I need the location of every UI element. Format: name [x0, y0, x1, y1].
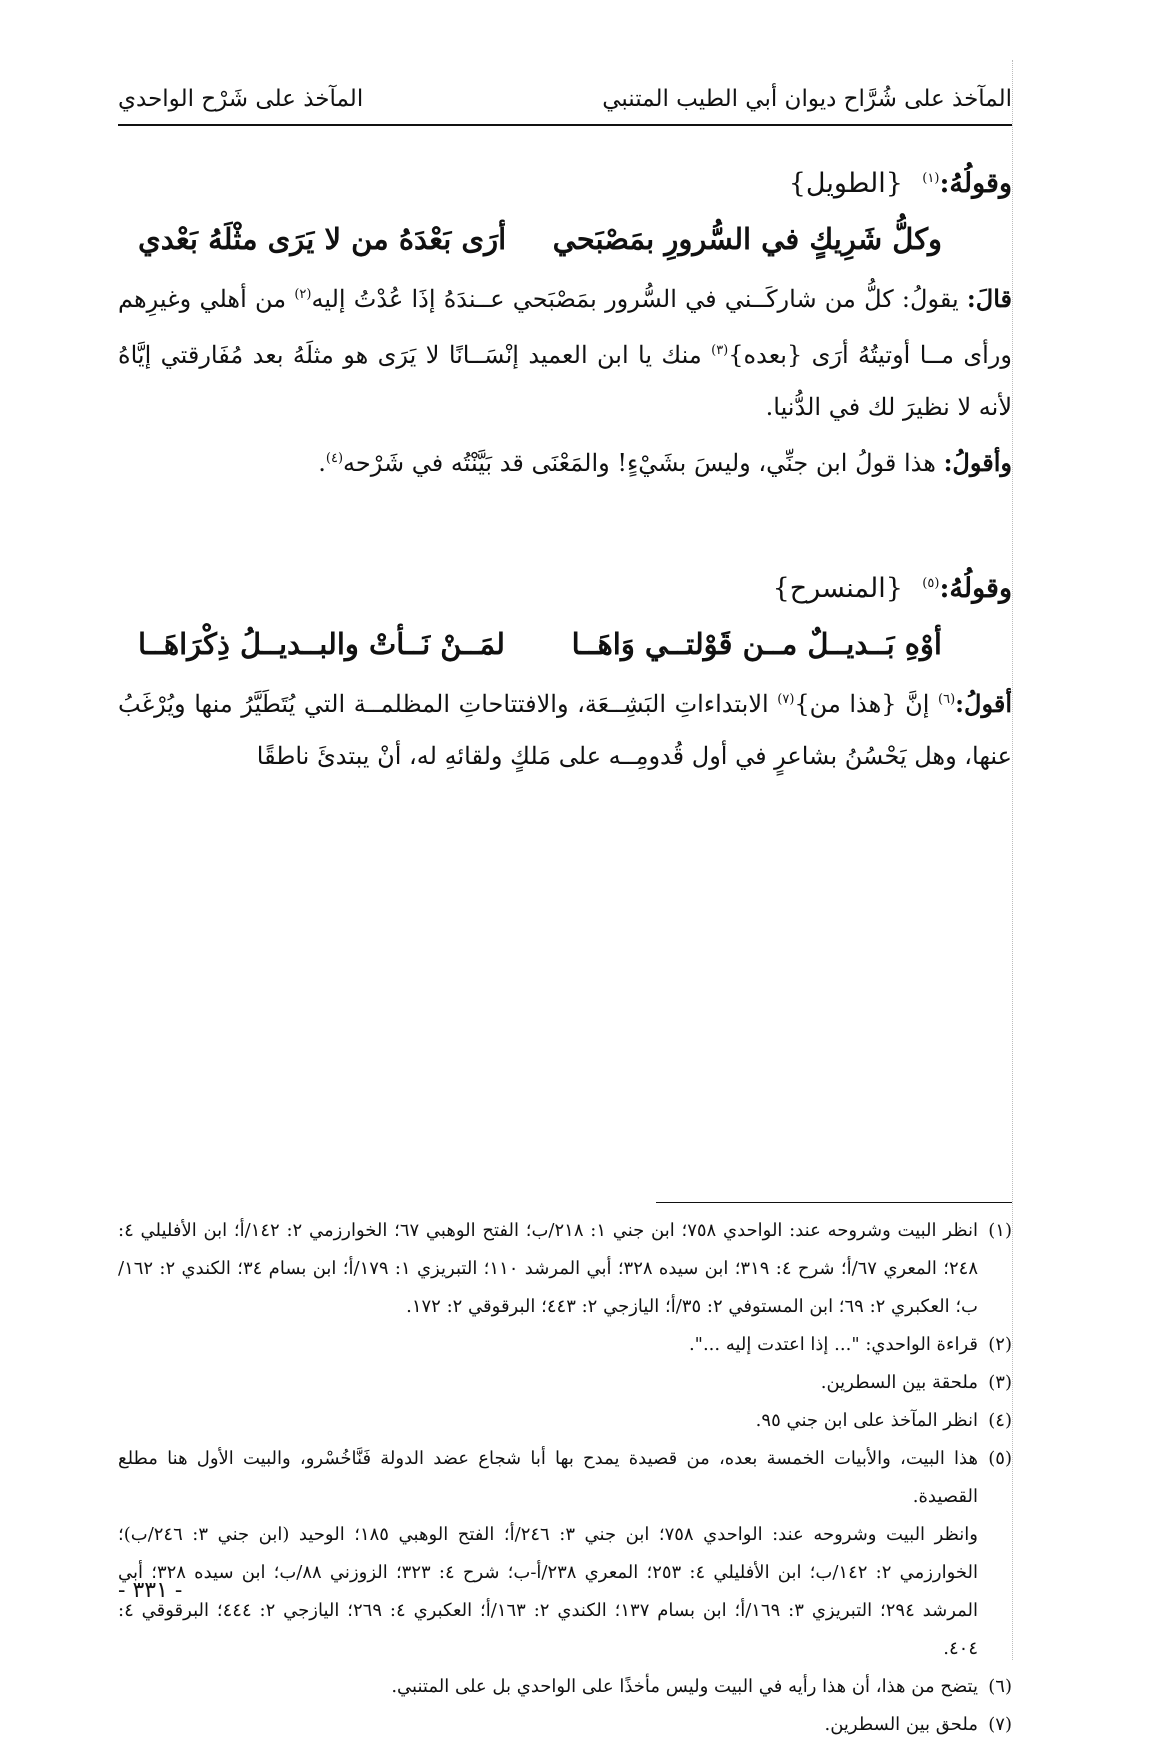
para-text: الابتداءاتِ البَشِــعَة، والافتتاحاتِ المظلمــة التي يُتَطَيَّرُ منها ويُرْغَبُ عنها، وهل يَحْسُنُ بشاعرٍ في أول قُدومِــه على مَلكٍ ولقائهِ له، أنْ يبتدئَ ناطقًا	[118, 690, 1012, 770]
para-lead: أقولُ:	[955, 689, 1012, 718]
para-lead: وأقولُ:	[943, 448, 1012, 477]
commentary-aqul-2	[118, 674, 1012, 782]
commentary-aqul	[118, 433, 1012, 489]
verse-2	[118, 620, 1012, 668]
footnote	[118, 1364, 1012, 1402]
footnote-number: (٢)	[988, 1334, 1012, 1355]
footnote-text: ملحقة بين السطرين.	[820, 1372, 978, 1393]
footnote-ref: (٦)	[938, 692, 956, 707]
footnote-number: (٧)	[988, 1714, 1012, 1735]
header-book-title: المآخذ على شُرَّاح ديوان أبي الطيب المتنبي	[602, 86, 1012, 112]
footnote-separator	[656, 1202, 1012, 1203]
footnote-number	[978, 1516, 1012, 1668]
footnote-ref: (١)	[922, 171, 940, 186]
verse-2-first-hemistich: أوْهِ بَــديــلٌ مــن قَوْلتــي وَاهَــا	[571, 627, 942, 661]
verse-1	[118, 215, 1012, 263]
running-header	[118, 86, 1012, 112]
footnote-text: انظر البيت وشروحه عند: الواحدي ٧٥٨؛ ابن جني ١: ٢١٨/ب؛ الفتح الوهبي ٦٧؛ الخوارزمي ٢: ١٤٢/أ؛ ابن الأفليلي ٤: ٢٤٨؛ المعري ٦٧/أ؛ شرح ٤: ٣١٩؛ ابن سيده ٣٢٨؛ أبي المرشد ١١٠؛ التبريزي ١: ١٧٩/أ؛ ابن بسام ٣٤؛ الكندي ٢: ١٦٢/ب؛ العكبري ٢: ٦٩؛ ابن المستوفي ٢: ٣٥/أ؛ اليازجي ٢: ٤٤٣؛ البرقوقي ٢: ١٧٢.	[118, 1220, 979, 1317]
footnote-text: هذا البيت، والأبيات الخمسة بعده، من قصيدة يمدح بها أبا شجاع عضد الدولة فَنَّاخُسْرو، والبيت الأول هنا مطلع القصيدة.	[118, 1448, 978, 1507]
header-rule	[118, 124, 1012, 126]
footnote	[118, 1440, 1012, 1516]
footnote-number: (٣)	[988, 1372, 1012, 1393]
verse-1-second-hemistich: أرَى بَعْدَهُ من لا يَرَى مثْلَهُ بَعْدي	[138, 222, 507, 256]
footnote-number: (٤)	[988, 1410, 1012, 1431]
para-lead: قالَ:	[966, 284, 1012, 313]
footnote-text: يتضح من هذا، أن هذا رأيه في البيت وليس مأخذًا على الواحدي بل على المتنبي.	[391, 1676, 978, 1697]
footnote-ref: (٢)	[294, 287, 312, 302]
footnote-number: (٥)	[988, 1448, 1012, 1469]
footnote	[118, 1668, 1012, 1706]
commentary-qala	[118, 269, 1012, 433]
para-text: من أهلي وغيرِهم ورأى مــا أوتيتُهُ أرَى {بعده}	[118, 285, 1012, 369]
footnote-ref: (٧)	[777, 692, 795, 707]
poetic-meter: {المنسرح}	[772, 573, 903, 604]
heading-lead: وقولُهُ:	[939, 168, 1012, 199]
section-2-heading	[118, 563, 1012, 610]
footnotes	[118, 1212, 1012, 1744]
para-text: يقولُ: كلُّ من شاركَــني في السُّرور بمَصْبَحي عــندَهُ إذَا عُدْتُ إليه	[311, 285, 967, 313]
footnote-text: انظر المآخذ على ابن جني ٩٥.	[755, 1410, 978, 1431]
para-text: إنَّ {هذا من}	[794, 690, 939, 718]
footnote-text: ملحق بين السطرين.	[824, 1714, 978, 1735]
footnote-ref: (٤)	[325, 451, 344, 466]
footnote-text: قراءة الواحدي: "... إذا اعتدت إليه ...".	[688, 1334, 978, 1355]
para-text: .	[318, 449, 326, 477]
verse-1-first-hemistich: وكلُّ شَرِيكٍ في السُّرورِ بمَصْبَحي	[552, 222, 942, 256]
section-1-heading	[118, 158, 1012, 205]
para-text: منك يا ابن العميد إنْسَــانًا لا يَرَى هو مثلَهُ بعد مُفَارقتي إيَّاهُ لأنه لا نظيرَ لك في الدُّنيا.	[118, 341, 1012, 421]
main-text	[118, 150, 1012, 782]
page-number: - ٣٣١ -	[118, 1578, 183, 1603]
verse-2-second-hemistich: لمَــنْ نَــأتْ والبــديــلُ ذِكْرَاهَــا	[138, 627, 505, 661]
footnote-ref: (٣)	[711, 343, 729, 358]
footnote-number: (١)	[988, 1220, 1012, 1241]
header-chapter-title: المآخذ على شَرْح الواحدي	[118, 86, 364, 112]
footnote	[118, 1402, 1012, 1440]
para-text: هذا قولُ ابن جنِّي، وليسَ بشَيْءٍ! والمَعْنَى قد بَيَّنْتُه في شَرْحه	[343, 449, 944, 477]
footnote-ref: (٥)	[922, 576, 940, 591]
poetic-meter: {الطويل}	[788, 168, 903, 199]
footnote	[118, 1706, 1012, 1744]
footnote-text: وانظر البيت وشروحه عند: الواحدي ٧٥٨؛ ابن جني ٣: ٢٤٦/أ؛ الفتح الوهبي ١٨٥؛ الوحيد (ابن جني ٣: ٢٤٦/ب)؛ الخوارزمي ٢: ١٤٢/ب؛ ابن الأفليلي ٤: ٢٥٣؛ المعري ٢٣٨/أ-ب؛ شرح ٤: ٣٢٣؛ الزوزني ٨٨/ب؛ ابن سيده ٣٢٨؛ أبي المرشد ٢٩٤؛ التبريزي ٣: ١٦٩/أ؛ ابن بسام ١٣٧؛ الكندي ٢: ١٦٣/أ؛ العكبري ٤: ٢٦٩؛ اليازجي ٢: ٤٤٤؛ البرقوقي ٤: ٤٠٤.	[118, 1524, 979, 1659]
heading-lead: وقولُهُ:	[939, 573, 1012, 604]
binding-margin-line	[1012, 60, 1013, 1660]
footnote	[118, 1326, 1012, 1364]
footnote-number: (٦)	[988, 1676, 1012, 1697]
section-gap	[118, 489, 1012, 555]
footnote	[118, 1212, 1012, 1326]
footnote-continuation	[118, 1516, 1012, 1668]
